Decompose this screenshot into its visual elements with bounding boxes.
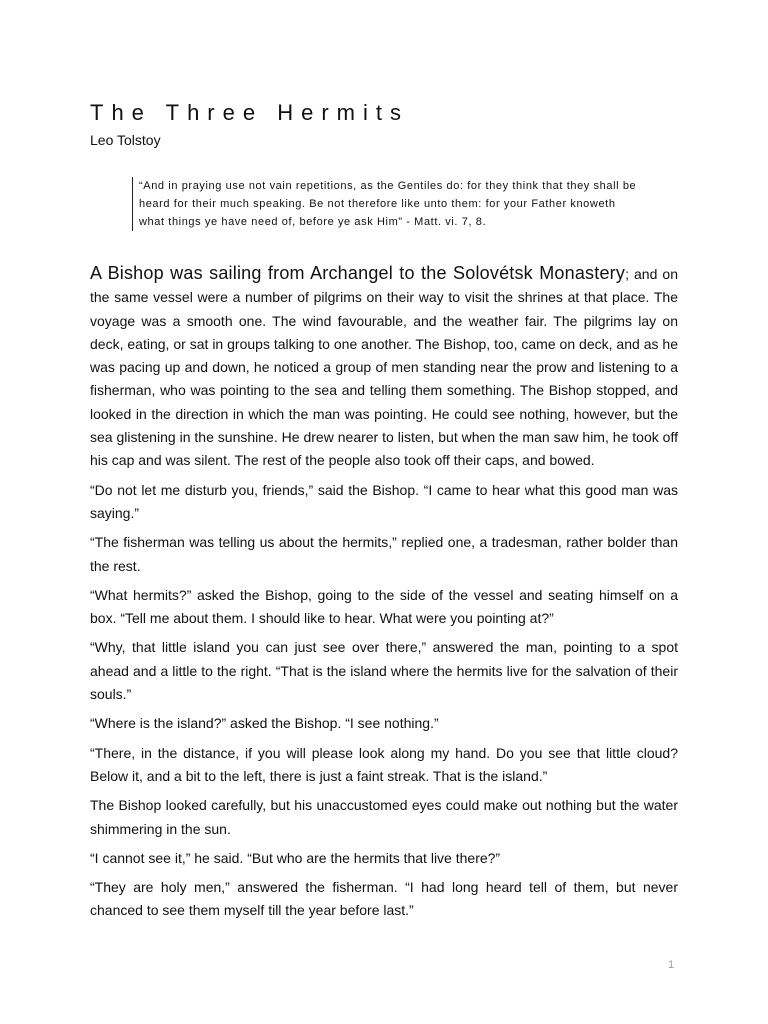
document-author: Leo Tolstoy (90, 132, 161, 148)
paragraph-1-rest: ; and on the same vessel were a number of pilgrims on their way to visit the shrines at that place. The voyage was a smooth one. The wind favourable, and the weather fair. The pilgrims lay on deck, eating, or sat in groups talking to one another. The Bishop, too, came on deck, and as he was pacing up and down, he noticed a group of men standing near the prow and listening to a fisherman, who was pointing to the sea and telling them something. The Bishop stopped, and looked in the direction in which the man was pointing. He could see nothing, however, but the sea glistening in the sunshine. He drew nearer to listen, but when the man saw him, he took off his cap and was silent. The rest of the people also took off their caps, and bowed. (90, 266, 678, 469)
paragraph-3: “The fisherman was telling us about the hermits,” replied one, a tradesman, rather bolder than the rest. (90, 534, 678, 574)
lead-in-sentence: A Bishop was sailing from Archangel to the Solovétsk Monastery (90, 263, 626, 283)
paragraph-8: The Bishop looked carefully, but his unaccustomed eyes could make out nothing but the water shimmering in the sun. (90, 797, 678, 837)
paragraph-2: “Do not let me disturb you, friends,” said the Bishop. “I came to hear what this good man was saying.” (90, 481, 678, 521)
paragraph-10: “They are holy men,” answered the fisherman. “I had long heard tell of them, but never chanced to see them myself till the year before last.” (90, 879, 678, 919)
paragraph-9: “I cannot see it,” he said. “But who are the hermits that live there?” (90, 849, 501, 866)
paragraph-5: “Why, that little island you can just see over there,” answered the man, pointing to a spot ahead and a little to the right. “That is the island where the hermits live for the salvation of their souls.” (90, 639, 678, 703)
paragraph-4: “What hermits?” asked the Bishop, going to the side of the vessel and seating himself on a box. “Tell me about them. I should like to hear. What were you pointing at?” (90, 586, 678, 627)
story-body (90, 262, 678, 929)
page-number: 1 (668, 959, 675, 971)
document-title: The Three Hermits (90, 100, 409, 125)
paragraph-6: “Where is the island?” asked the Bishop. “I see nothing.” (90, 715, 439, 732)
paragraph-1 (90, 262, 678, 473)
paragraph-7: “There, in the distance, if you will please look along my hand. Do you see that little cloud? Below it, and a bit to the left, there is just a faint streak. That is the island.” (90, 744, 678, 784)
epigraph-quote: “And in praying use not vain repetitions, as the Gentiles do: for they think that they shall be heard for their much speaking. Be not therefore like unto them: for your Father knoweth what things ye have need of, before ye ask Him” - Matt. vi. 7, 8. (132, 177, 639, 231)
